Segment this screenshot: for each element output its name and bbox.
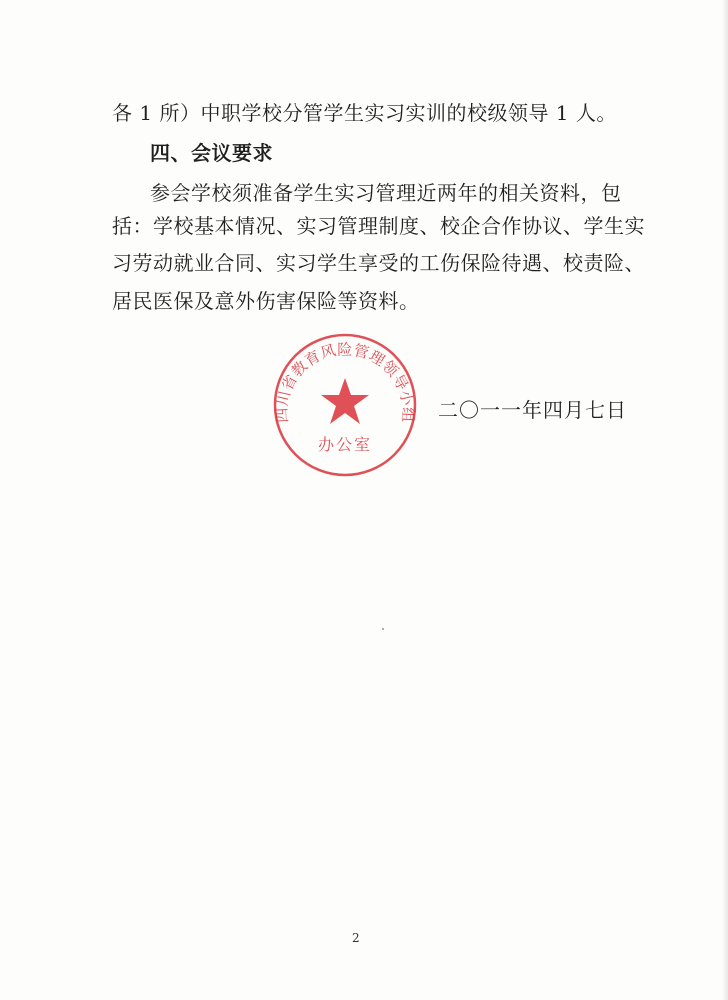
document-date: 二〇一一年四月七日 — [438, 398, 627, 422]
body-line-2: 参会学校须准备学生实习管理近两年的相关资料，包 — [150, 181, 622, 205]
section-heading-requirements: 四、会议要求 — [150, 141, 273, 165]
body-line-5: 居民医保及意外伤害保险等资料。 — [112, 289, 420, 313]
body-line-3: 括：学校基本情况、实习管理制度、校企合作协议、学生实 — [112, 214, 645, 238]
page-number: 2 — [352, 931, 360, 945]
official-seal-stamp — [272, 332, 418, 478]
scan-speck — [382, 628, 384, 630]
body-line-1: 各 1 所）中职学校分管学生实习实训的校级领导 1 人。 — [112, 101, 617, 125]
seal-star-icon — [321, 378, 369, 424]
seal-center-text: 办公室 — [317, 435, 373, 454]
seal-ring-text: 四川省教育风险管理领导小组 — [272, 340, 418, 424]
scan-edge-shadow — [722, 0, 728, 1000]
body-line-4: 习劳动就业合同、实习学生享受的工伤保险待遇、校责险、 — [112, 251, 645, 275]
